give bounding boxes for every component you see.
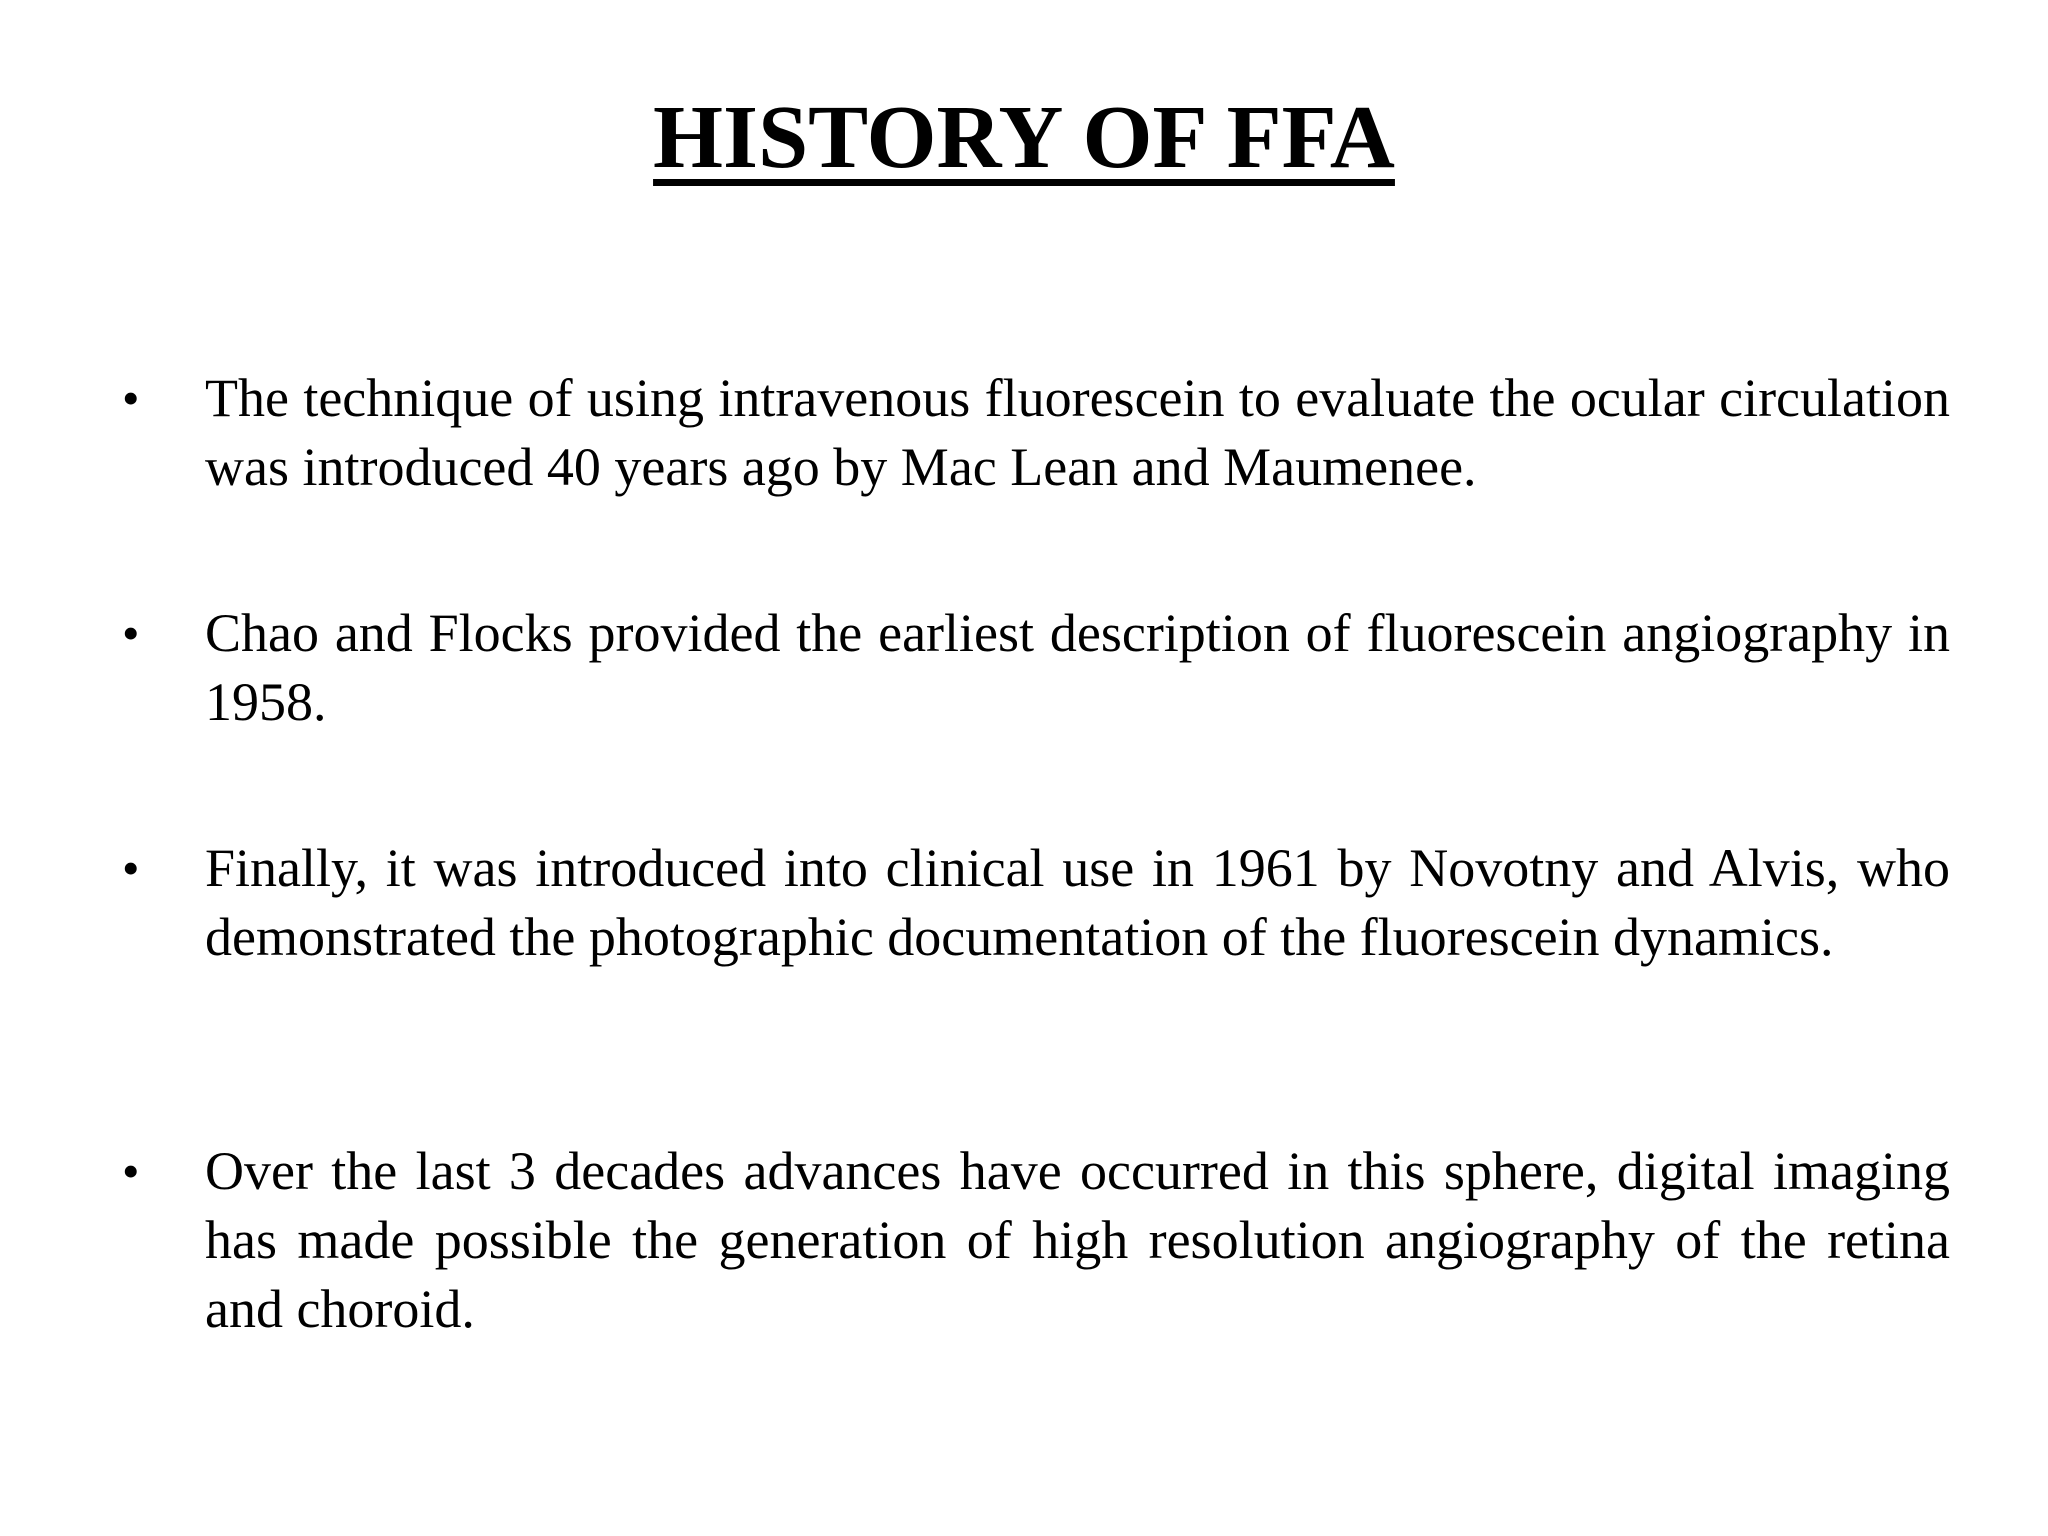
bullet-text: Over the last 3 decades advances have occurred in this sphere, digital imaging has made possible the generation of high resolution angiography of the retina and choroid. (205, 1141, 1950, 1339)
bullet-text: Chao and Flocks provided the earliest description of fluorescein angiography in 1958. (205, 603, 1950, 732)
bullet-icon: • (122, 370, 140, 426)
bullet-text: Finally, it was introduced into clinical use in 1961 by Novotny and Alvis, who demonstrated the photographic documentation of the fluorescein dynamics. (205, 838, 1950, 967)
bullet-icon: • (122, 605, 140, 661)
slide-title: HISTORY OF FFA (653, 88, 1395, 187)
bullet-icon: • (122, 1143, 140, 1199)
bullet-icon: • (122, 840, 140, 896)
bullet-text: The technique of using intravenous fluorescein to evaluate the ocular circulation was introduced 40 years ago by Mac Lean and Maumenee. (205, 368, 1950, 497)
